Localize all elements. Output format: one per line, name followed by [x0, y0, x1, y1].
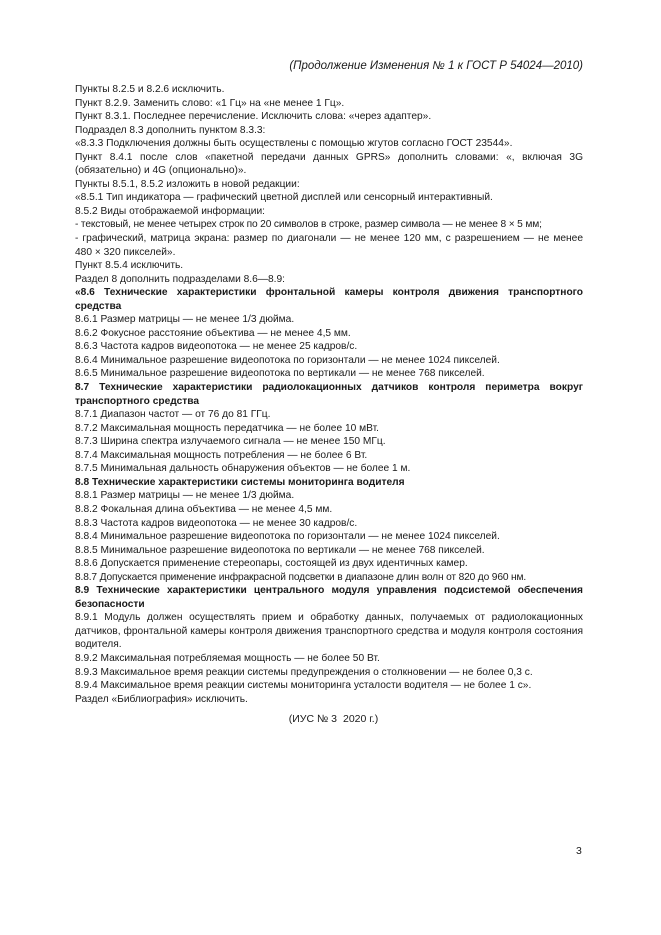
paragraph: Пункт 8.3.1. Последнее перечисление. Исключить слова: «через адаптер».: [75, 111, 432, 123]
section-heading: 8.8 Технические характеристики системы мониторинга водителя: [75, 476, 405, 488]
paragraph: 8.5.2 Виды отображаемой информации:: [75, 205, 265, 217]
paragraph: 8.7.4 Максимальная мощность потребления — не более 6 Вт.: [75, 449, 368, 461]
paragraph: «8.3.3 Подключения должны быть осуществлены с помощью жгутов согласно ГОСТ 23544».: [75, 138, 513, 150]
paragraph: «8.5.1 Тип индикатора — графический цветной дисплей или сенсорный интерактивный.: [75, 192, 493, 204]
paragraph: Раздел 8 дополнить подразделами 8.6—8.9:: [75, 273, 285, 285]
ius-label: (ИУС № 3: [288, 713, 337, 725]
paragraph: 8.7.1 Диапазон частот — от 76 до 81 ГГц.: [75, 409, 271, 421]
section-heading: 8.7 Технические характеристики радиолокационных датчиков контроля периметра вокруг транспортного средства: [75, 382, 583, 407]
paragraph: 8.6.3 Частота кадров видеопотока — не менее 25 кадров/с.: [75, 341, 358, 353]
paragraph: 8.8.6 Допускается применение стереопары, состоящей из двух идентичных камер.: [75, 558, 468, 570]
paragraph: Пункт 8.2.9. Заменить слово: «1 Гц» на «не менее 1 Гц».: [75, 97, 345, 109]
paragraph: 8.9.4 Максимальное время реакции системы мониторинга усталости водителя — не более 1 с».: [75, 680, 532, 692]
paragraph: 8.6.4 Минимальное разрешение видеопотока по горизонтали — не менее 1024 пикселей.: [75, 354, 500, 366]
paragraph: 8.7.5 Минимальная дальность обнаружения объектов — не более 1 м.: [75, 463, 411, 475]
paragraph: Пункт 8.5.4 исключить.: [75, 260, 184, 272]
paragraph: 8.8.4 Минимальное разрешение видеопотока по горизонтали — не менее 1024 пикселей.: [75, 531, 500, 543]
paragraph: 8.8.2 Фокальная длина объектива — не менее 4,5 мм.: [75, 503, 333, 515]
section-heading: «8.6 Технические характеристики фронтальной камеры контроля движения транспортного средства: [75, 287, 583, 312]
paragraph: 8.9.3 Максимальное время реакции системы предупреждения о столкновении — не более 0,3 с.: [75, 666, 533, 678]
paragraph: Подраздел 8.3 дополнить пунктом 8.3.3:: [75, 124, 266, 136]
ius-reference: [0, 713, 661, 725]
ius-year: 2020 г.): [342, 713, 379, 725]
running-header: (Продолжение Изменения № 1 к ГОСТ Р 54024—2010): [289, 60, 583, 72]
paragraph: 8.6.2 Фокусное расстояние объектива — не менее 4,5 мм.: [75, 327, 351, 339]
paragraph: 8.8.3 Частота кадров видеопотока — не менее 30 кадров/с.: [75, 517, 358, 529]
paragraph: 8.8.7 Допускается применение инфракрасной подсветки в диапазоне длин волн от 820 до 960 нм.: [75, 571, 527, 583]
paragraph: 8.9.1 Модуль должен осуществлять прием и обработку данных, получаемых от радиолокационных датчиков, фронтальной камеры контроля движения транспортного средства и модуля контроля состояния водителя.: [75, 612, 583, 651]
paragraph: 8.6.5 Минимальное разрешение видеопотока по вертикали — не менее 768 пикселей.: [75, 368, 485, 380]
paragraph: 8.7.3 Ширина спектра излучаемого сигнала — не менее 150 МГц.: [75, 436, 386, 448]
paragraph: Пункты 8.5.1, 8.5.2 изложить в новой редакции:: [75, 178, 300, 190]
paragraph: 8.7.2 Максимальная мощность передатчика — не более 10 мВт.: [75, 422, 379, 434]
list-item: - графический, матрица экрана: размер по диагонали — не менее 120 мм, с разрешением — не менее 480 × 320 пикселей».: [75, 233, 583, 258]
paragraph: 8.6.1 Размер матрицы — не менее 1/3 дюйма.: [75, 314, 295, 326]
paragraph: 8.8.5 Минимальное разрешение видеопотока по вертикали — не менее 768 пикселей.: [75, 544, 485, 556]
paragraph: 8.9.2 Максимальная потребляемая мощность — не более 50 Вт.: [75, 652, 380, 664]
paragraph: 8.8.1 Размер матрицы — не менее 1/3 дюйма.: [75, 490, 295, 502]
list-item: - текстовый, не менее четырех строк по 20 символов в строке, размер символа — не менее 8 × 5 мм;: [75, 219, 542, 231]
paragraph: Раздел «Библиография» исключить.: [75, 693, 248, 705]
document-body: [61, 83, 583, 706]
section-heading: 8.9 Технические характеристики центрального модуля управления подсистемой обеспечения безопасности: [75, 585, 583, 610]
paragraph: Пункт 8.4.1 после слов «пакетной передачи данных GPRS» дополнить словами: «, включая 3G (обязательно) и 4G (опционально)».: [75, 151, 583, 177]
paragraph: Пункты 8.2.5 и 8.2.6 исключить.: [75, 84, 225, 95]
page-number: 3: [576, 845, 582, 857]
